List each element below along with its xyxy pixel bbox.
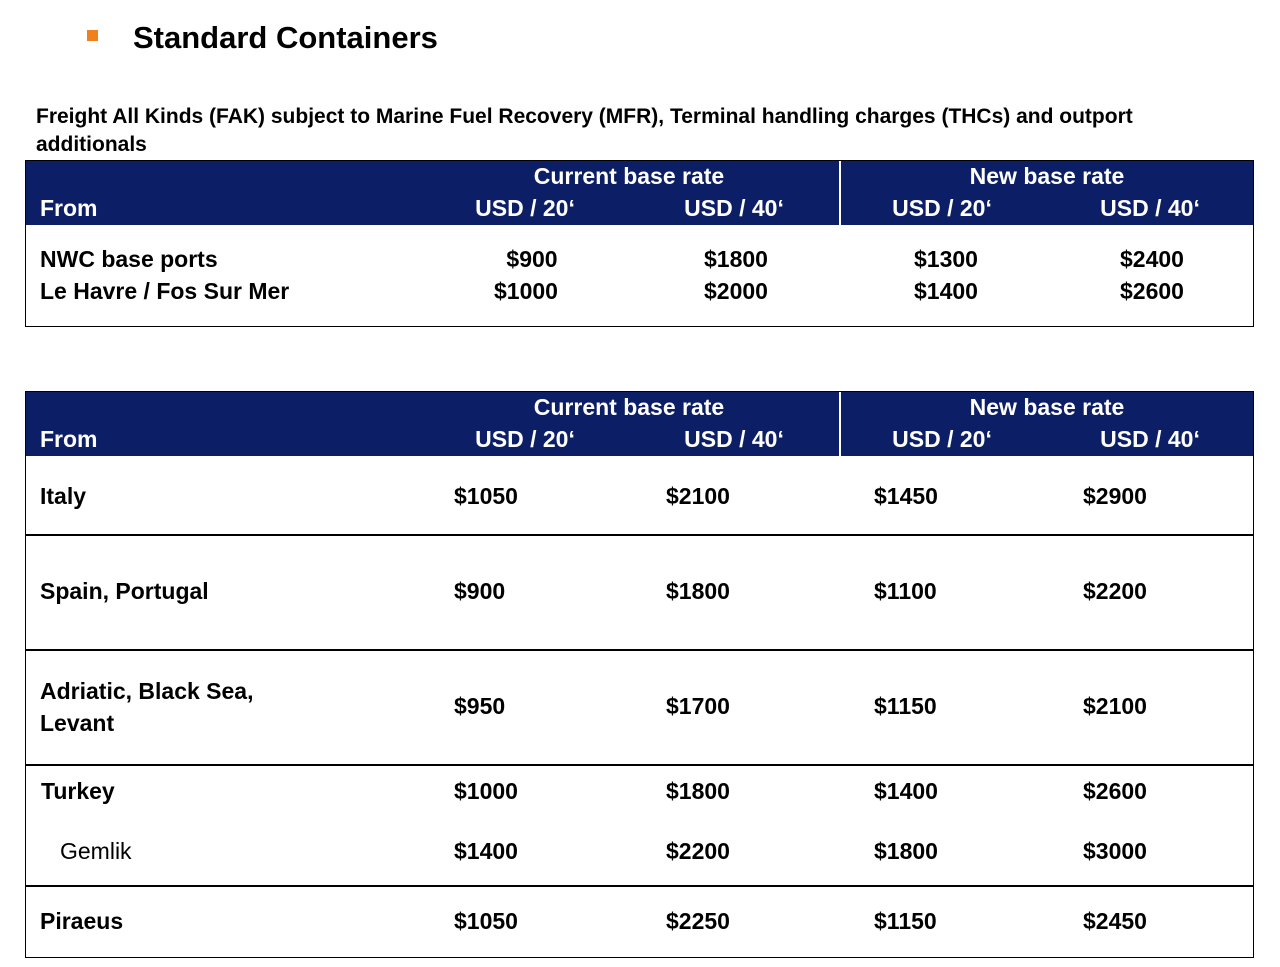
page-title: Standard Containers [133,20,438,55]
current-20-header: USD / 20‘ [475,195,575,221]
cell-new-40: $2450 [1083,908,1147,934]
cell-new-40: $2600 [1120,278,1184,304]
new-20-header: USD / 20‘ [892,195,992,221]
current-rate-header: Current base rate [533,394,725,420]
cell-new-40: $2100 [1083,693,1147,719]
cell-current-40: $1800 [666,578,730,604]
row-from-sub: Gemlik [60,838,132,864]
row-from-line2: Levant [40,710,115,736]
rate-table-1 [25,160,1254,327]
cell-new-40: $3000 [1083,838,1147,864]
cell-new-40: $2900 [1083,483,1147,509]
row-from: Le Havre / Fos Sur Mer [40,278,290,304]
cell-current-40: $1800 [704,246,768,272]
cell-new-20: $1400 [914,278,978,304]
row-divider [26,885,1253,887]
header-divider [839,161,841,225]
cell-current-20: $1050 [454,908,518,934]
row-from: Turkey [41,778,115,804]
from-header: From [40,195,98,221]
cell-new-20: $1400 [874,778,938,804]
row-divider [26,764,1253,766]
cell-current-20: $1000 [454,778,518,804]
row-from: NWC base ports [40,246,218,272]
new-rate-header: New base rate [969,394,1125,420]
row-divider [26,649,1253,651]
subtitle: Freight All Kinds (FAK) subject to Marine Fuel Recovery (MFR), Terminal handling charges (THCs) and outport additionals [36,105,1133,156]
table-header [26,392,1253,456]
current-rate-header: Current base rate [533,163,725,189]
cell-current-40: $2100 [666,483,730,509]
new-40-header: USD / 40‘ [1100,426,1200,452]
cell-current-40: $1700 [666,693,730,719]
cell-current-20: $900 [506,246,558,272]
cell-current-20: $900 [454,578,506,604]
cell-new-20: $1150 [874,908,937,934]
from-header: From [40,426,98,452]
cell-current-20: $1000 [494,278,558,304]
cell-new-40: $2400 [1120,246,1184,272]
new-20-header: USD / 20‘ [892,426,992,452]
rate-table-2 [25,391,1254,958]
cell-new-20: $1150 [874,693,937,719]
current-40-header: USD / 40‘ [684,426,784,452]
cell-current-40: $2000 [704,278,768,304]
header-divider [839,392,841,456]
cell-current-20: $1050 [454,483,518,509]
new-rate-header: New base rate [969,163,1125,189]
new-40-header: USD / 40‘ [1100,195,1200,221]
cell-current-40: $2200 [666,838,730,864]
row-from: Piraeus [40,908,124,934]
cell-new-20: $1100 [874,578,937,604]
row-from: Italy [40,483,87,509]
cell-current-20: $1400 [454,838,518,864]
cell-new-20: $1300 [914,246,978,272]
row-divider [26,534,1253,536]
cell-current-40: $2250 [666,908,730,934]
current-20-header: USD / 20‘ [475,426,575,452]
row-from: Spain, Portugal [40,578,209,604]
cell-new-40: $2200 [1083,578,1147,604]
current-40-header: USD / 40‘ [684,195,784,221]
cell-new-20: $1800 [874,838,938,864]
row-from-line1: Adriatic, Black Sea, [40,678,254,704]
cell-current-40: $1800 [666,778,730,804]
cell-current-20: $950 [454,693,506,719]
orange-bullet-icon [87,30,98,41]
cell-new-40: $2600 [1083,778,1147,804]
cell-new-20: $1450 [874,483,938,509]
table-header [26,161,1253,225]
